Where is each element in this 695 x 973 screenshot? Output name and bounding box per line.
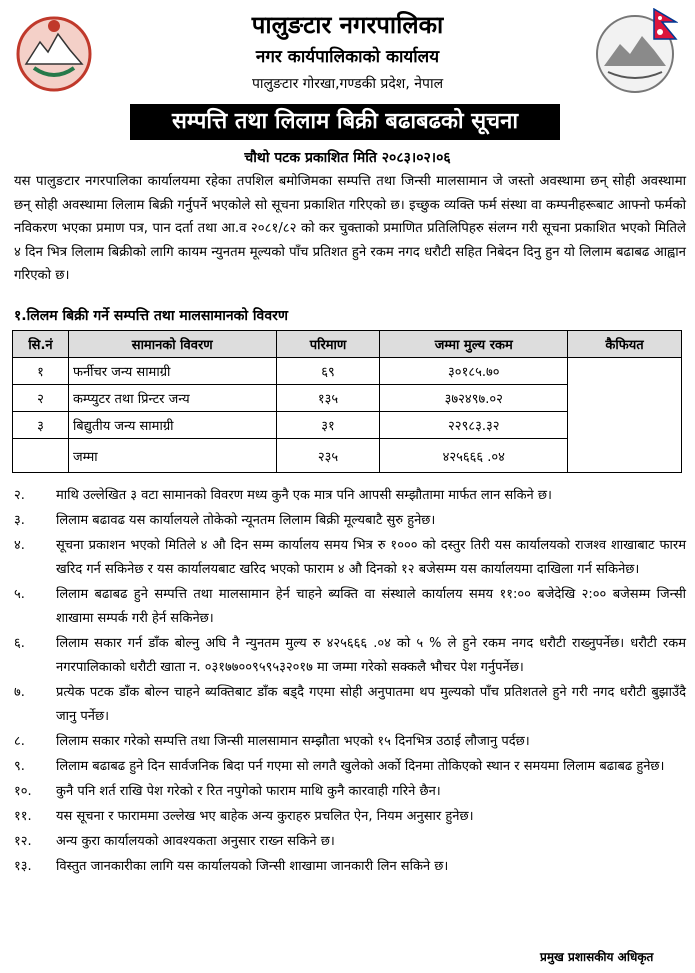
table-header-row [13,331,682,358]
serial-cell: ३ [13,412,69,439]
list-item [14,583,686,631]
note-text: लिलाम बढाबढ हुने दिन सार्वजनिक बिदा पर्न गएमा सो लगतै खुलेको अर्को दिनमा तोकिएको स्थान र समयमा लिलाम बढाबढ हुनेछ। [56,759,665,774]
list-item [14,805,686,829]
header [0,0,695,100]
list-item [14,830,686,854]
total-quantity: २३५ [276,439,380,473]
notes-list [14,484,686,880]
column-header: सामानको विवरण [68,331,276,358]
note-number: ७. [14,685,25,700]
publish-date-line: चौथो पटक प्रकाशित मिति २०८३।०२।०६ [244,150,451,166]
note-text: विस्तुत जानकारीका लागि यस कार्यालयको जिन्सी शाखामा जानकारी लिन सकिने छ। [56,859,449,874]
item-cell: कम्प्युटर तथा प्रिन्टर जन्य [68,385,276,412]
column-header: जम्मा मुल्य रकम [380,331,568,358]
list-item [14,730,686,754]
serial-cell: १ [13,358,69,385]
note-number: १०. [14,784,32,799]
note-number: ४. [14,538,25,553]
section-1-title: १.लिलम बिक्री गर्ने सम्पत्ति तथा मालसामानको विवरण [14,308,288,324]
amount-cell: २२९८३.३२ [380,412,568,439]
office-address: पालुङटार गोरखा,गण्डकी प्रदेश, नेपाल [251,76,444,92]
municipality-name: पालुङटार नगरपालिका [251,11,444,39]
remarks-cell [568,358,682,473]
note-text: लिलाम बढावढ यस कार्यालयले तोकेको न्यूनतम लिलाम बिक्री मूल्यबाटै सुरु हुनेछ। [56,513,436,528]
note-number: ९. [14,759,25,774]
notice-title: सम्पत्ति तथा लिलाम बिक्री बढाबढको सूचना [130,104,560,140]
note-text: लिलाम बढाबढ हुने सम्पत्ति तथा मालसामान हेर्न चाहने ब्यक्ति वा संस्थाले कार्यालय समय ११:०० बजेदेखि २:०० बजेसम्म जिन्सी शाखामा सम्पर्क गरी हेर्न सकिनेछ। [56,587,686,626]
nepal-flag-icon [652,8,678,40]
list-item [14,632,686,680]
quantity-cell: ३१ [276,412,380,439]
note-number: ६. [14,636,25,651]
list-item [14,780,686,804]
note-number: २. [14,488,25,503]
list-item [14,855,686,879]
list-item [14,681,686,729]
item-cell: बिद्युतीय जन्य सामाग्री [68,412,276,439]
note-number: ५. [14,587,25,602]
list-item [14,509,686,533]
note-text: अन्य कुरा कार्यालयको आवश्यकता अनुसार राख्न सकिने छ। [56,834,335,849]
serial-cell: २ [13,385,69,412]
item-cell: फर्नीचर जन्य सामाग्री [68,358,276,385]
intro-paragraph: यस पालुङटार नगरपालिका कार्यालयमा रहेका तपशिल बमोजिमका सम्पत्ति तथा जिन्सी मालसामान जे जस्तो अवस्थामा छन् सोही अवस्थामा छन् सोही अवस्थामा लिलाम बिक्री गर्नुपर्ने भएकोले सो सूचना प्रकाशित गरिएको छ। इच्छुक व्यक्ति फर्म संस्था वा कम्पनीहरूबाट आफ्नो फर्मको नविकरण भएका प्रमाण पत्र, पान दर्ता तथा आ.व २०८१/८२ को कर चुक्ताको प्रमाणित प्रतिलिपिहरु संलग्न गरी सूचना प्रकाशित भएको मितिले ४ दिन भित्र लिलाम बिक्रीको लागि कायम न्युनतम मूल्यको पाँच प्रतिशत हुने रकम नगद धरौटी सहित निबेदन दिनु हुन यो लिलाम बढाबढ आह्वान गरिएको छ। [14,174,686,283]
serial-cell [13,439,69,473]
column-header: परिमाण [276,331,380,358]
office-name: नगर कार्यपालिकाको कार्यालय [255,47,440,67]
note-number: ११. [14,809,32,824]
note-number: ३. [14,513,25,528]
total-amount: ४२५६६६ .०४ [380,439,568,473]
note-text: यस सूचना र फाराममा उल्लेख भए बाहेक अन्य कुराहरु प्रचलित ऐन, नियम अनुसार हुनेछ। [56,809,474,824]
note-text: माथि उल्लेखित ३ वटा सामानको विवरण मध्य कुनै एक मात्र पनि आपसी सम्झौतामा मार्फत लान सकिने छ। [56,488,552,503]
list-item [14,534,686,582]
quantity-cell: १३५ [276,385,380,412]
note-text: प्रत्येक पटक डाँक बोल्न चाहने ब्यक्तिबाट डाँक बड्दै गएमा सोही अनुपातमा थप मुल्यको पाँच प्रतिशतले हुने गरी नगद धरौटी बुझाउँदै जानु पर्नेछ। [56,685,686,724]
signature-title: प्रमुख प्रशासकीय अधिकृत [540,950,654,964]
note-number: १२. [14,834,32,849]
quantity-cell: ६९ [276,358,380,385]
column-header: सि.नं [13,331,69,358]
note-text: सूचना प्रकाशन भएको मितिले ४ औ दिन सम्म कार्यालय समय भित्र रु १००० को दस्तुर तिरी यस कार्यालयको राजश्व शाखाबाट फारम खरिद गर्न सकिनेछ र यस कार्यालयबाट खरिद भएको फाराम ४ औ दिनको १२ बजेसम्म यस कार्यालयमा दाखिला गर्न सकिनेछ। [56,538,686,577]
items-table [12,330,682,473]
table-row [13,358,682,385]
list-item [14,755,686,779]
note-number: ८. [14,734,25,749]
note-text: लिलाम सकार गरेको सम्पत्ति तथा जिन्सी मालसामान सम्झौता भएको १५ दिनभित्र उठाई लौजानु पर्दछ। [56,734,530,749]
amount-cell: ३०१८५.७० [380,358,568,385]
list-item [14,484,686,508]
note-text: लिलाम सकार गर्न डाँक बोल्नु अघि नै न्युनतम मुल्य रु ४२५६६६ .०४ को ५ % ले हुने रकम नगद धरौटी राख्नुपर्नेछ। धरौटी रकम नगरपालिकाको धरौटी खाता न. ०३१७७००९५९५३२०१७ मा जम्मा गरेको सक्कलै भौचर पेश गर्नुपर्नेछ। [56,636,686,675]
note-number: १३. [14,859,32,874]
amount-cell: ३७२४९७.०२ [380,385,568,412]
note-text: कुनै पनि शर्त राखि पेश गरेको र रित नपुगेको फाराम माथि कुनै कारवाही गरिने छैन। [56,784,441,799]
total-label: जम्मा [68,439,276,473]
column-header: कैफियत [568,331,682,358]
